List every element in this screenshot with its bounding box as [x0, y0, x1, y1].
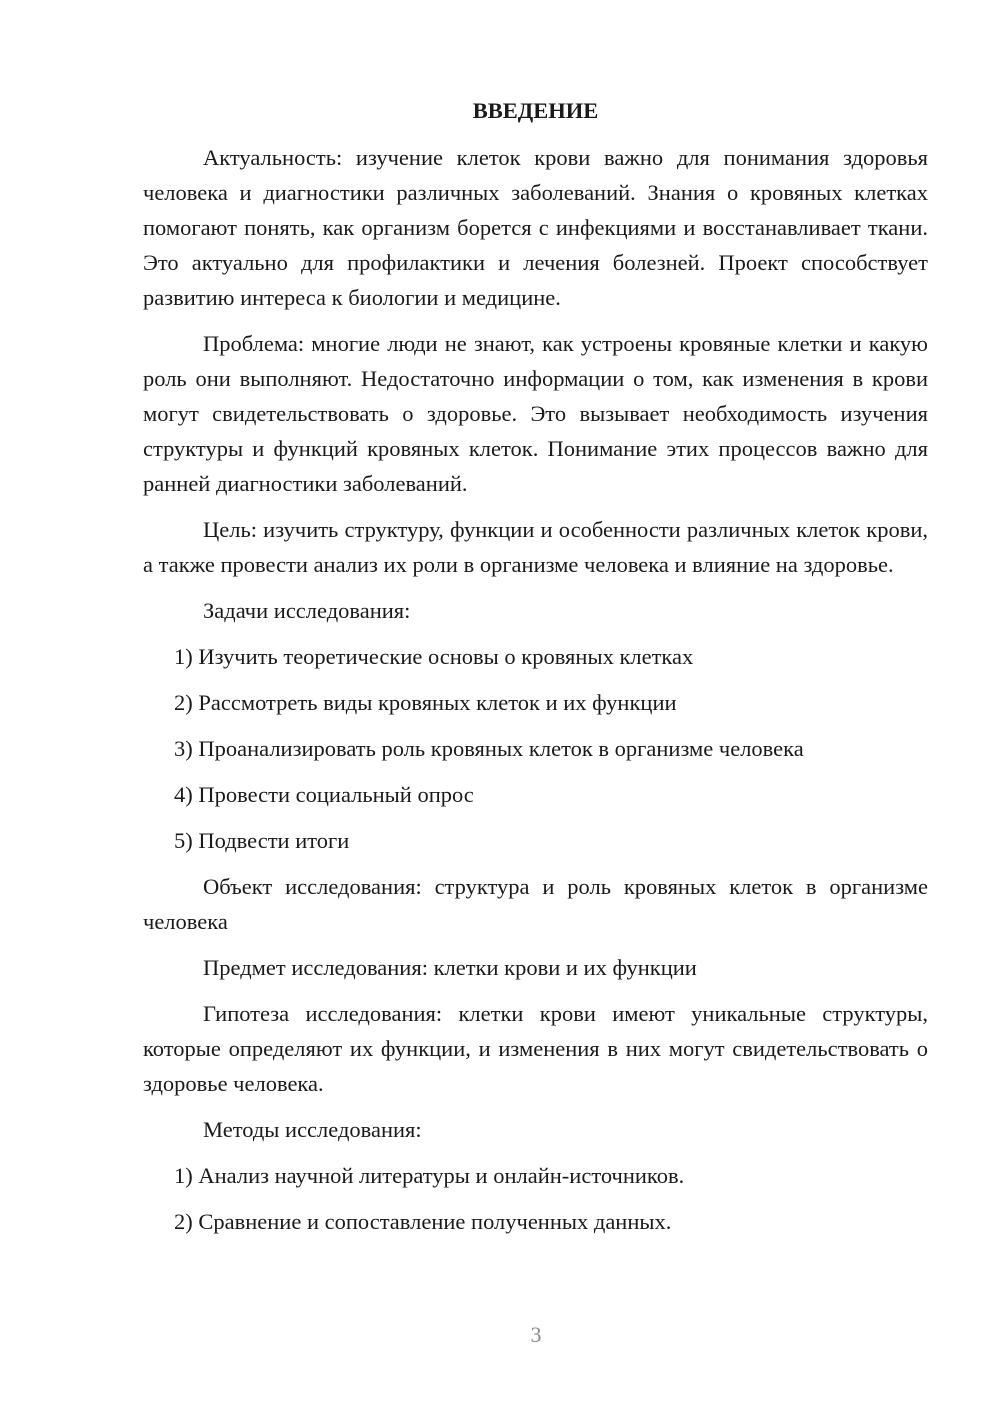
hypothesis-paragraph: Гипотеза исследования: клетки крови имеют уникальные структуры, которые определяют их функции, и изменения в них могут свидетельствовать о здоровье человека.: [143, 1001, 928, 1096]
methods-list: [143, 1158, 928, 1239]
list-item: 3) Проанализировать роль кровяных клеток в организме человека: [174, 736, 804, 761]
relevance-paragraph: Актуальность: изучение клеток крови важно для понимания здоровья человека и диагностики различных заболеваний. Знания о кровяных клетках помогают понять, как организм борется с инфекциями и восстанавливает ткани. Это актуально для профилактики и лечения болезней. Проект способствует развитию интереса к биологии и медицине.: [143, 145, 928, 310]
list-item: 2) Рассмотреть виды кровяных клеток и их функции: [174, 690, 677, 715]
list-item: 2) Сравнение и сопоставление полученных данных.: [174, 1209, 672, 1234]
document-page: [143, 96, 928, 1250]
object-paragraph: Объект исследования: структура и роль кровяных клеток в организме человека: [143, 874, 928, 934]
problem-paragraph: Проблема: многие люди не знают, как устроены кровяные клетки и какую роль они выполняют. Недостаточно информации о том, как изменения в крови могут свидетельствовать о здоровье. Это вызывает необходимость изучения структуры и функций кровяных клеток. Понимание этих процессов важно для ранней диагностики заболеваний.: [143, 331, 928, 496]
tasks-list: [143, 639, 928, 858]
methods-heading: Методы исследования:: [203, 1117, 422, 1142]
list-item: 1) Изучить теоретические основы о кровяных клетках: [174, 644, 694, 669]
tasks-heading: Задачи исследования:: [203, 598, 411, 623]
list-item: 1) Анализ научной литературы и онлайн-источников.: [174, 1163, 685, 1188]
page-number: 3: [530, 1322, 542, 1347]
section-title: ВВЕДЕНИЕ: [472, 98, 599, 123]
list-item: 4) Провести социальный опрос: [174, 782, 474, 807]
list-item: 5) Подвести итоги: [174, 828, 350, 853]
subject-paragraph: Предмет исследования: клетки крови и их функции: [203, 955, 697, 980]
goal-paragraph: Цель: изучить структуру, функции и особенности различных клеток крови, а также провести анализ их роли в организме человека и влияние на здоровье.: [143, 517, 928, 577]
